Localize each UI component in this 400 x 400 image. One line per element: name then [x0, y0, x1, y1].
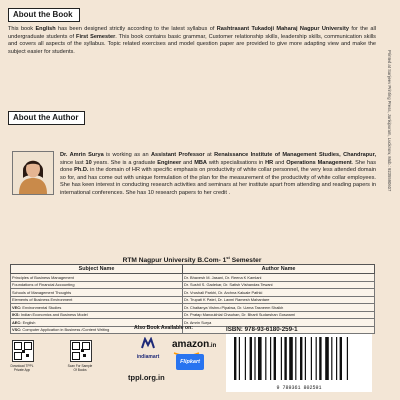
table-header-row: [11, 265, 375, 274]
author-cell: Dr. Vrushali Parkhi, Dr. Archna Kaluale Pathki: [183, 289, 375, 297]
table-row: [11, 296, 375, 304]
author-cell: Dr. Trupati K Patel, Dr. Laxmi Ramesh Mahantare: [183, 296, 375, 304]
isbn-label: ISBN: 978-93-6180-259-1: [226, 326, 298, 333]
table-row: [11, 281, 375, 289]
about-author-text-1: Dr. Amrin Surya is working as an Assistant Professor at Renaissance Institute of Management Studies, Chandrapur, since last 10 years. She is a graduate Engineer and MBA with specialisations in HR and Operations Management. She has done Ph.D. in the domain of HR with specific emphasis on productivity of white collar personnel, the very less attended domain so for, and has come out with unique formulation of the plan for the measurement of the productivity of white collar employees. She has keen interest in conducting research activities and seminars at her institute apart from attending and reading papers in international conferences. She has 10 research papers to her credit .: [60, 152, 377, 196]
table-row: [11, 311, 375, 319]
subject-cell: VSC: Computer Application in Business /Content Writing: [11, 326, 183, 334]
author-cell: Dr. Bhavesh M. Jasani, Dr. Reena K Kamlani: [183, 274, 375, 282]
sample-qr-caption: Scan For Sample Of Books: [67, 364, 93, 372]
subject-cell: AEC: English: [11, 319, 183, 327]
subject-cell: Schools of Management Thoughts: [11, 289, 183, 297]
author-cell: Dr. Amrin Surya: [183, 319, 375, 327]
indiamart-logo[interactable]: indiamart: [132, 336, 164, 360]
subject-cell: Foundations of Financial Accounting: [11, 281, 183, 289]
author-cell: Dr. Pratap Manoukhlal Chauhan, Dr. Bharti Sudarshan Goswami: [183, 311, 375, 319]
flipkart-logo[interactable]: Flipkart: [176, 354, 204, 370]
subject-cell: Principles of Business Management: [11, 274, 183, 282]
about-book-text: This book English has been designed strictly according to the latest syllabus of Rashtrasant Tukadoji Maharaj Nagpur University for the all undergraduate students of First Semester. This book contains basic grammar, Customer relationship skills, leadership skills, communication skills and covers all aspects of the syllabus. Topic related exercises and model question paper are provided to give more adapting view and make the subject easier for students.: [8, 26, 376, 55]
subject-name-header: Subject Name: [11, 265, 183, 274]
availability-title: Also Book Available on:: [134, 325, 193, 331]
table-title: RTM Nagpur University B.Com- 1st Semester: [122, 255, 262, 265]
table-row: [11, 289, 375, 297]
publisher-url[interactable]: tppl.org.in: [128, 373, 165, 382]
app-qr-code[interactable]: [12, 340, 34, 362]
amazon-logo[interactable]: amazon.in: [172, 334, 216, 357]
sample-qr-code[interactable]: [70, 340, 92, 362]
indiamart-icon: [141, 337, 155, 349]
author-cell: Dr. Chaitanya Vishnu Pipalwa, Dr. Uzma Tasneem Shaikh: [183, 304, 375, 312]
barcode-digits: 9 789361 802591: [276, 385, 322, 391]
author-name-header: Author Name: [183, 265, 375, 274]
author-cell: Dr. Sushil S. Gadekar, Dr. Satish Vishandas Tewani: [183, 281, 375, 289]
barcode: [226, 334, 372, 392]
subject-cell: VEC: Environmental Studies: [11, 304, 183, 312]
table-row: [11, 274, 375, 282]
barcode-bars: [226, 334, 372, 382]
about-author-heading: About the Author: [8, 111, 85, 125]
subject-table: [10, 264, 375, 334]
author-photo: [12, 151, 54, 195]
about-book-heading: About the Book: [8, 8, 80, 22]
app-qr-caption: Download TPPL Private App: [10, 364, 34, 372]
subject-cell: IKS: Indian Economics and Business Model: [11, 311, 183, 319]
subject-cell: Elements of Business Environment: [11, 296, 183, 304]
printer-credit: Printed at Sanjeev Printing Press, Jankipuram, Lucknow, Mob.: 9235590607: [387, 50, 392, 192]
table-row: [11, 304, 375, 312]
